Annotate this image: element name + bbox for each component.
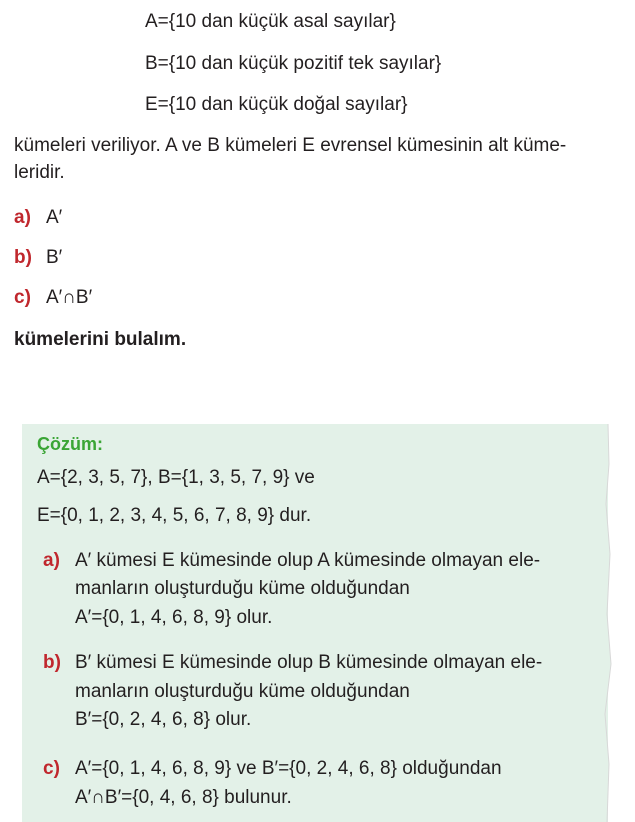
solution-a-line-3: A′={0, 1, 4, 6, 8, 9} olur. xyxy=(75,607,273,628)
solution-a-label: a) xyxy=(43,550,60,571)
solution-a-line-2: manların oluşturduğu küme olduğundan xyxy=(75,578,410,599)
solution-b-label: b) xyxy=(43,652,61,673)
solution-title: Çözüm: xyxy=(37,434,103,454)
solution-c-line-1: A′={0, 1, 4, 6, 8, 9} ve B′={0, 2, 4, 6, 8} olduğundan xyxy=(75,758,502,779)
question-a-label: a) xyxy=(14,207,31,228)
question-c xyxy=(14,286,92,310)
intro-line-2: leridir. xyxy=(14,162,65,183)
solution-b-line-3: B′={0, 2, 4, 6, 8} olur. xyxy=(75,709,252,730)
question-c-text: A′∩B′ xyxy=(46,287,93,308)
solution-b-line-2: manların oluşturduğu küme olduğundan xyxy=(75,681,410,702)
solution-c-line-2: A′∩B′={0, 4, 6, 8} bulunur. xyxy=(75,787,292,808)
question-b xyxy=(14,246,62,270)
question-a-text: A′ xyxy=(46,207,63,228)
set-e-definition: E={10 dan küçük doğal sayılar} xyxy=(145,94,408,115)
intro-line-1: kümeleri veriliyor. A ve B kümeleri E evrensel kümesinin alt küme- xyxy=(14,135,567,156)
solution-given-line-2: E={0, 1, 2, 3, 4, 5, 6, 7, 8, 9} dur. xyxy=(37,505,312,526)
question-b-label: b) xyxy=(14,247,32,268)
solution-b-line-1: B′ kümesi E kümesinde olup B kümesinde olmayan ele- xyxy=(75,652,543,673)
solution-a-line-1: A′ kümesi E kümesinde olup A kümesinde olmayan ele- xyxy=(75,550,541,571)
set-b-definition: B={10 dan küçük pozitif tek sayılar} xyxy=(145,53,442,74)
question-c-label: c) xyxy=(14,287,31,308)
set-a-definition: A={10 dan küçük asal sayılar} xyxy=(145,11,396,32)
task-text: kümelerini bulalım. xyxy=(14,329,187,350)
question-a xyxy=(14,206,62,230)
solution-c-label: c) xyxy=(43,758,60,779)
torn-edge-decoration xyxy=(598,424,616,822)
question-b-text: B′ xyxy=(46,247,63,268)
solution-given-line-1: A={2, 3, 5, 7}, B={1, 3, 5, 7, 9} ve xyxy=(37,467,315,488)
